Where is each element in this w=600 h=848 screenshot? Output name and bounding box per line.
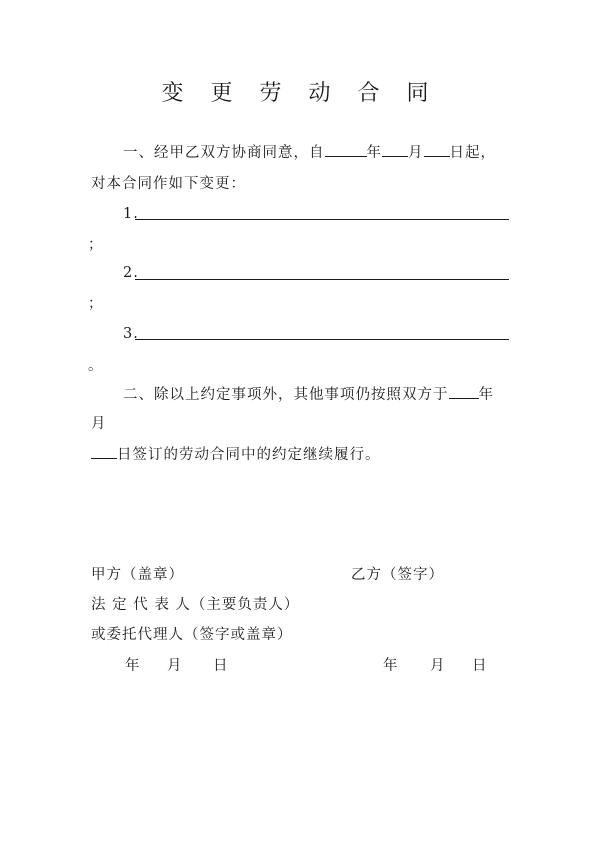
- item-1-rule: [135, 219, 509, 220]
- party-a-label: 甲方（盖章）: [91, 567, 184, 583]
- clause2-line3: [91, 444, 381, 465]
- start-month-blank: [382, 142, 408, 157]
- clause1-line: [123, 142, 496, 163]
- clause2-line: [123, 384, 494, 405]
- start-day-blank: [424, 142, 450, 157]
- month-label: 月: [408, 145, 424, 161]
- party-b-date-day: 日: [472, 658, 488, 674]
- party-a-date-day: 日: [213, 658, 229, 674]
- party-b-date-month: 月: [430, 658, 446, 674]
- party-b-label: 乙方（签字）: [351, 567, 444, 583]
- party-a-date-year: 年: [125, 658, 141, 674]
- authorized-agent-label: 或委托代理人（签字或盖章）: [91, 627, 293, 643]
- party-b-date-year: 年: [383, 658, 399, 674]
- start-year-blank: [325, 142, 367, 157]
- clause2-year-label: 年: [478, 387, 494, 403]
- item-1-end: ；: [88, 237, 104, 253]
- item-3-end: 。: [88, 358, 104, 374]
- item-3-rule: [135, 339, 509, 340]
- clause1-text: 一、经甲乙双方协商同意，自: [123, 145, 325, 161]
- clause2-month-label: 月: [91, 416, 107, 432]
- clause2-line3-text: 日签订的劳动合同中的约定继续履行。: [117, 447, 381, 463]
- party-a-date-month: 月: [167, 658, 183, 674]
- year-label: 年: [366, 145, 382, 161]
- day-suffix: 日起，: [449, 145, 496, 161]
- item-1-label: 1.: [123, 206, 139, 222]
- item-2-end: ；: [88, 296, 104, 312]
- page-title: 变 更 劳 动 合 同: [161, 81, 439, 106]
- item-2-rule: [135, 279, 509, 280]
- item-3-label: 3.: [123, 326, 139, 342]
- legal-representative-label: 法 定 代 表 人（主要负责人）: [91, 597, 300, 613]
- item-2-label: 2.: [123, 265, 139, 281]
- clause2-text: 二、除以上约定事项外，其他事项仍按照双方于: [123, 387, 449, 403]
- sign-day-blank: [91, 444, 117, 459]
- clause1-continuation: 对本合同作如下变更：: [91, 176, 246, 192]
- sign-year-blank: [449, 384, 479, 399]
